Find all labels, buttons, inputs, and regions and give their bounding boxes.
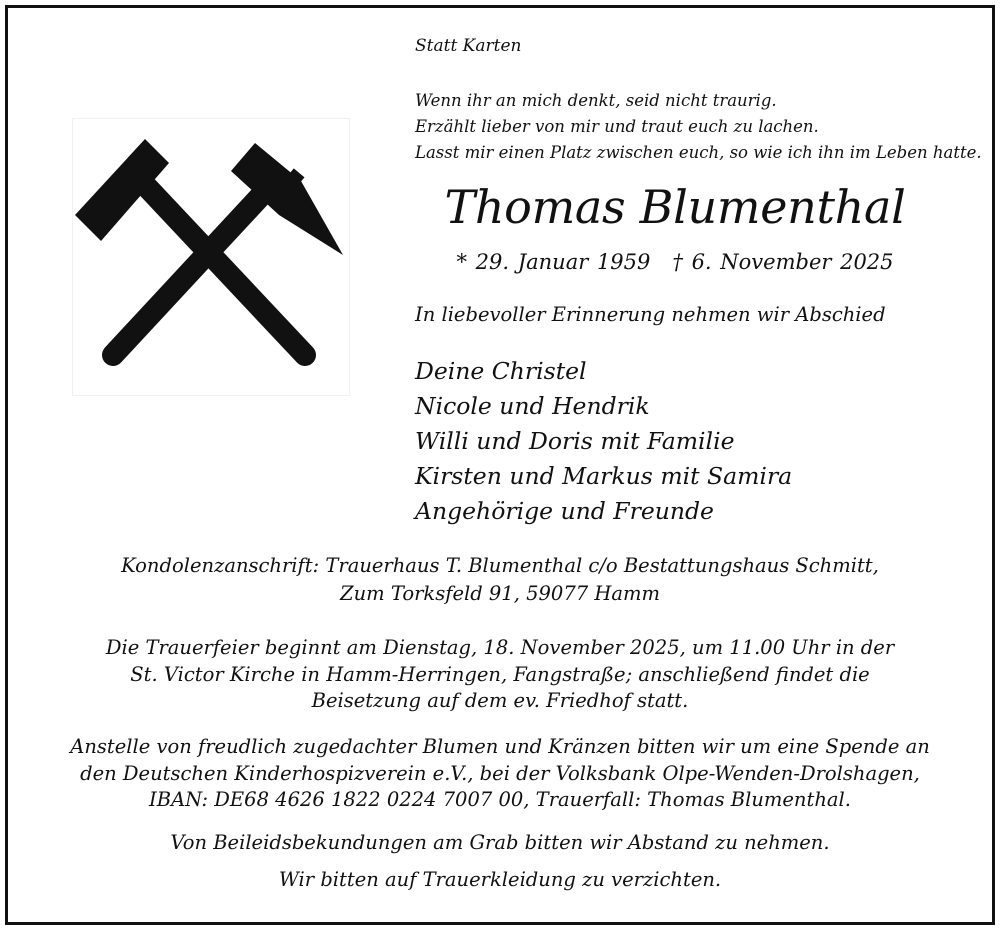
- hammer-and-pick-icon: [72, 118, 350, 396]
- mourner-line: Nicole und Hendrik: [415, 392, 650, 420]
- death-date: † 6. November 2025: [672, 250, 894, 274]
- condolence-line: Kondolenzanschrift: Trauerhaus T. Blumenthal c/o Bestattungshaus Schmitt,: [121, 554, 879, 577]
- poem-line: Erzählt lieber von mir und traut euch zu lachen.: [415, 117, 819, 136]
- poem-line: Wenn ihr an mich denkt, seid nicht traurig.: [415, 91, 777, 110]
- poem-line: Lasst mir einen Platz zwischen euch, so wie ich ihn im Leben hatte.: [415, 143, 982, 162]
- birth-date: * 29. Januar 1959: [456, 250, 651, 274]
- donation-line: IBAN: DE68 4626 1822 0224 7007 00, Trauerfall: Thomas Blumenthal.: [149, 788, 851, 811]
- service-line: St. Victor Kirche in Hamm-Herringen, Fangstraße; anschließend findet die: [130, 662, 870, 686]
- condolence-address: [0, 552, 1000, 608]
- donation-line: den Deutschen Kinderhospizverein e.V., bei der Volksbank Olpe-Wenden-Drolshagen,: [80, 761, 920, 785]
- mourner-line: Deine Christel: [415, 357, 587, 385]
- closing-line: Von Beileidsbekundungen am Grab bitten wir Abstand zu nehmen.: [170, 831, 830, 854]
- donation-line: Anstelle von freudlich zugedachter Blumen und Kränzen bitten wir um eine Spende an: [70, 735, 930, 758]
- mourner-line: Kirsten und Markus mit Samira: [415, 462, 793, 490]
- service-info: [0, 635, 1000, 715]
- intro-text: Statt Karten: [415, 36, 522, 56]
- service-line: Die Trauerfeier beginnt am Dienstag, 18. November 2025, um 11.00 Uhr in der: [105, 636, 895, 659]
- mourner-line: Angehörige und Freunde: [415, 497, 714, 525]
- deceased-name: Thomas Blumenthal: [444, 180, 906, 234]
- life-dates: [415, 250, 935, 274]
- mourner-line: Willi und Doris mit Familie: [415, 427, 735, 455]
- condolence-line: Zum Torksfeld 91, 59077 Hamm: [340, 582, 660, 605]
- closing-line: Wir bitten auf Trauerkleidung zu verzichten.: [278, 868, 722, 891]
- donation-info: [0, 734, 1000, 814]
- service-line: Beisetzung auf dem ev. Friedhof statt.: [311, 689, 689, 712]
- farewell-text: In liebevoller Erinnerung nehmen wir Abschied: [415, 303, 886, 326]
